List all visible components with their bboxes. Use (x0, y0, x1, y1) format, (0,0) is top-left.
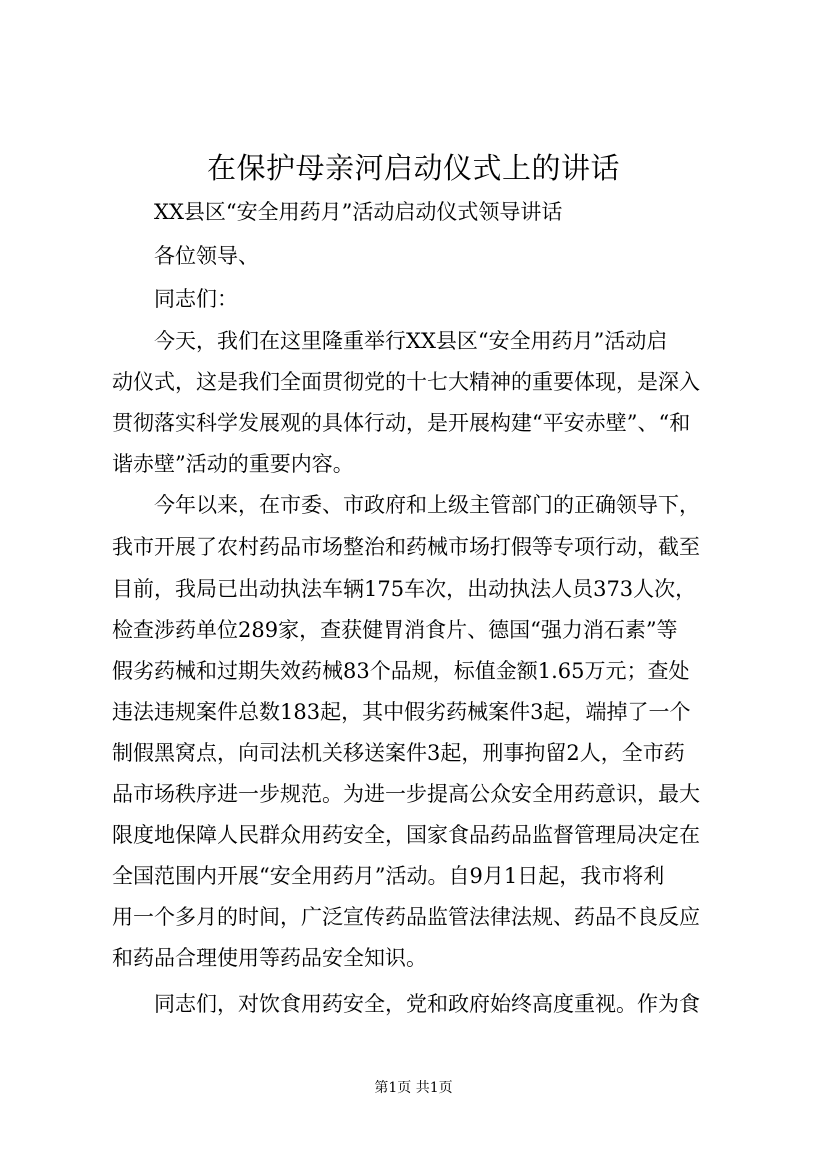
paragraph-line: 全国范围内开展“安全用药月”活动。自9月1日起，我市将利 (112, 864, 665, 888)
salutation-line: 各位领导、 (154, 244, 259, 268)
paragraph-line: 同志们，对饮食用药安全，党和政府始终高度重视。作为食 (154, 992, 700, 1016)
paragraph-line: 假劣药械和过期失效药械83个品规，标值金额1.65万元；查处 (112, 659, 690, 683)
paragraph-line: 制假黑窝点，向司法机关移送案件3起，刑事拘留2人，全市药 (112, 741, 685, 765)
paragraph-line: 限度地保障人民群众用药安全，国家食品药品监督管理局决定在 (112, 823, 700, 847)
paragraph-line: 违法违规案件总数183起，其中假劣药械案件3起，端掉了一个 (112, 700, 691, 724)
paragraph-line: 动仪式，这是我们全面贯彻党的十七大精神的重要体现，是深入 (112, 370, 700, 394)
paragraph-line: 谐赤壁”活动的重要内容。 (112, 452, 354, 476)
paragraph-line: 今天，我们在这里隆重举行XX县区“安全用药月”活动启 (154, 329, 668, 353)
document-title: 在保护母亲河启动仪式上的讲话 (206, 151, 620, 185)
page-footer: 第1页 共1页 (374, 1080, 453, 1096)
paragraph-line: 贯彻落实科学发展观的具体行动，是开展构建“平安赤壁”、“和 (112, 411, 691, 435)
paragraph-line: 目前，我局已出动执法车辆175车次，出动执法人员373人次， (112, 577, 697, 601)
paragraph-line: 我市开展了农村药品市场整治和药械市场打假等专项行动，截至 (112, 535, 700, 559)
paragraph-line: 用一个多月的时间，广泛宣传药品监管法律法规、药品不良反应 (112, 905, 700, 929)
paragraph-line: 检查涉药单位289家，查获健胃消食片、德国“强力消石素”等 (112, 618, 678, 642)
paragraph-line: 和药品合理使用等药品安全知识。 (112, 946, 427, 970)
paragraph-line: 品市场秩序进一步规范。为进一步提高公众安全用药意识，最大 (112, 782, 700, 806)
salutation-line: 同志们： (154, 287, 238, 311)
paragraph-line: 今年以来，在市委、市政府和上级主管部门的正确领导下， (154, 493, 700, 517)
subtitle-line: XX县区“安全用药月”活动启动仪式领导讲话 (154, 200, 563, 224)
